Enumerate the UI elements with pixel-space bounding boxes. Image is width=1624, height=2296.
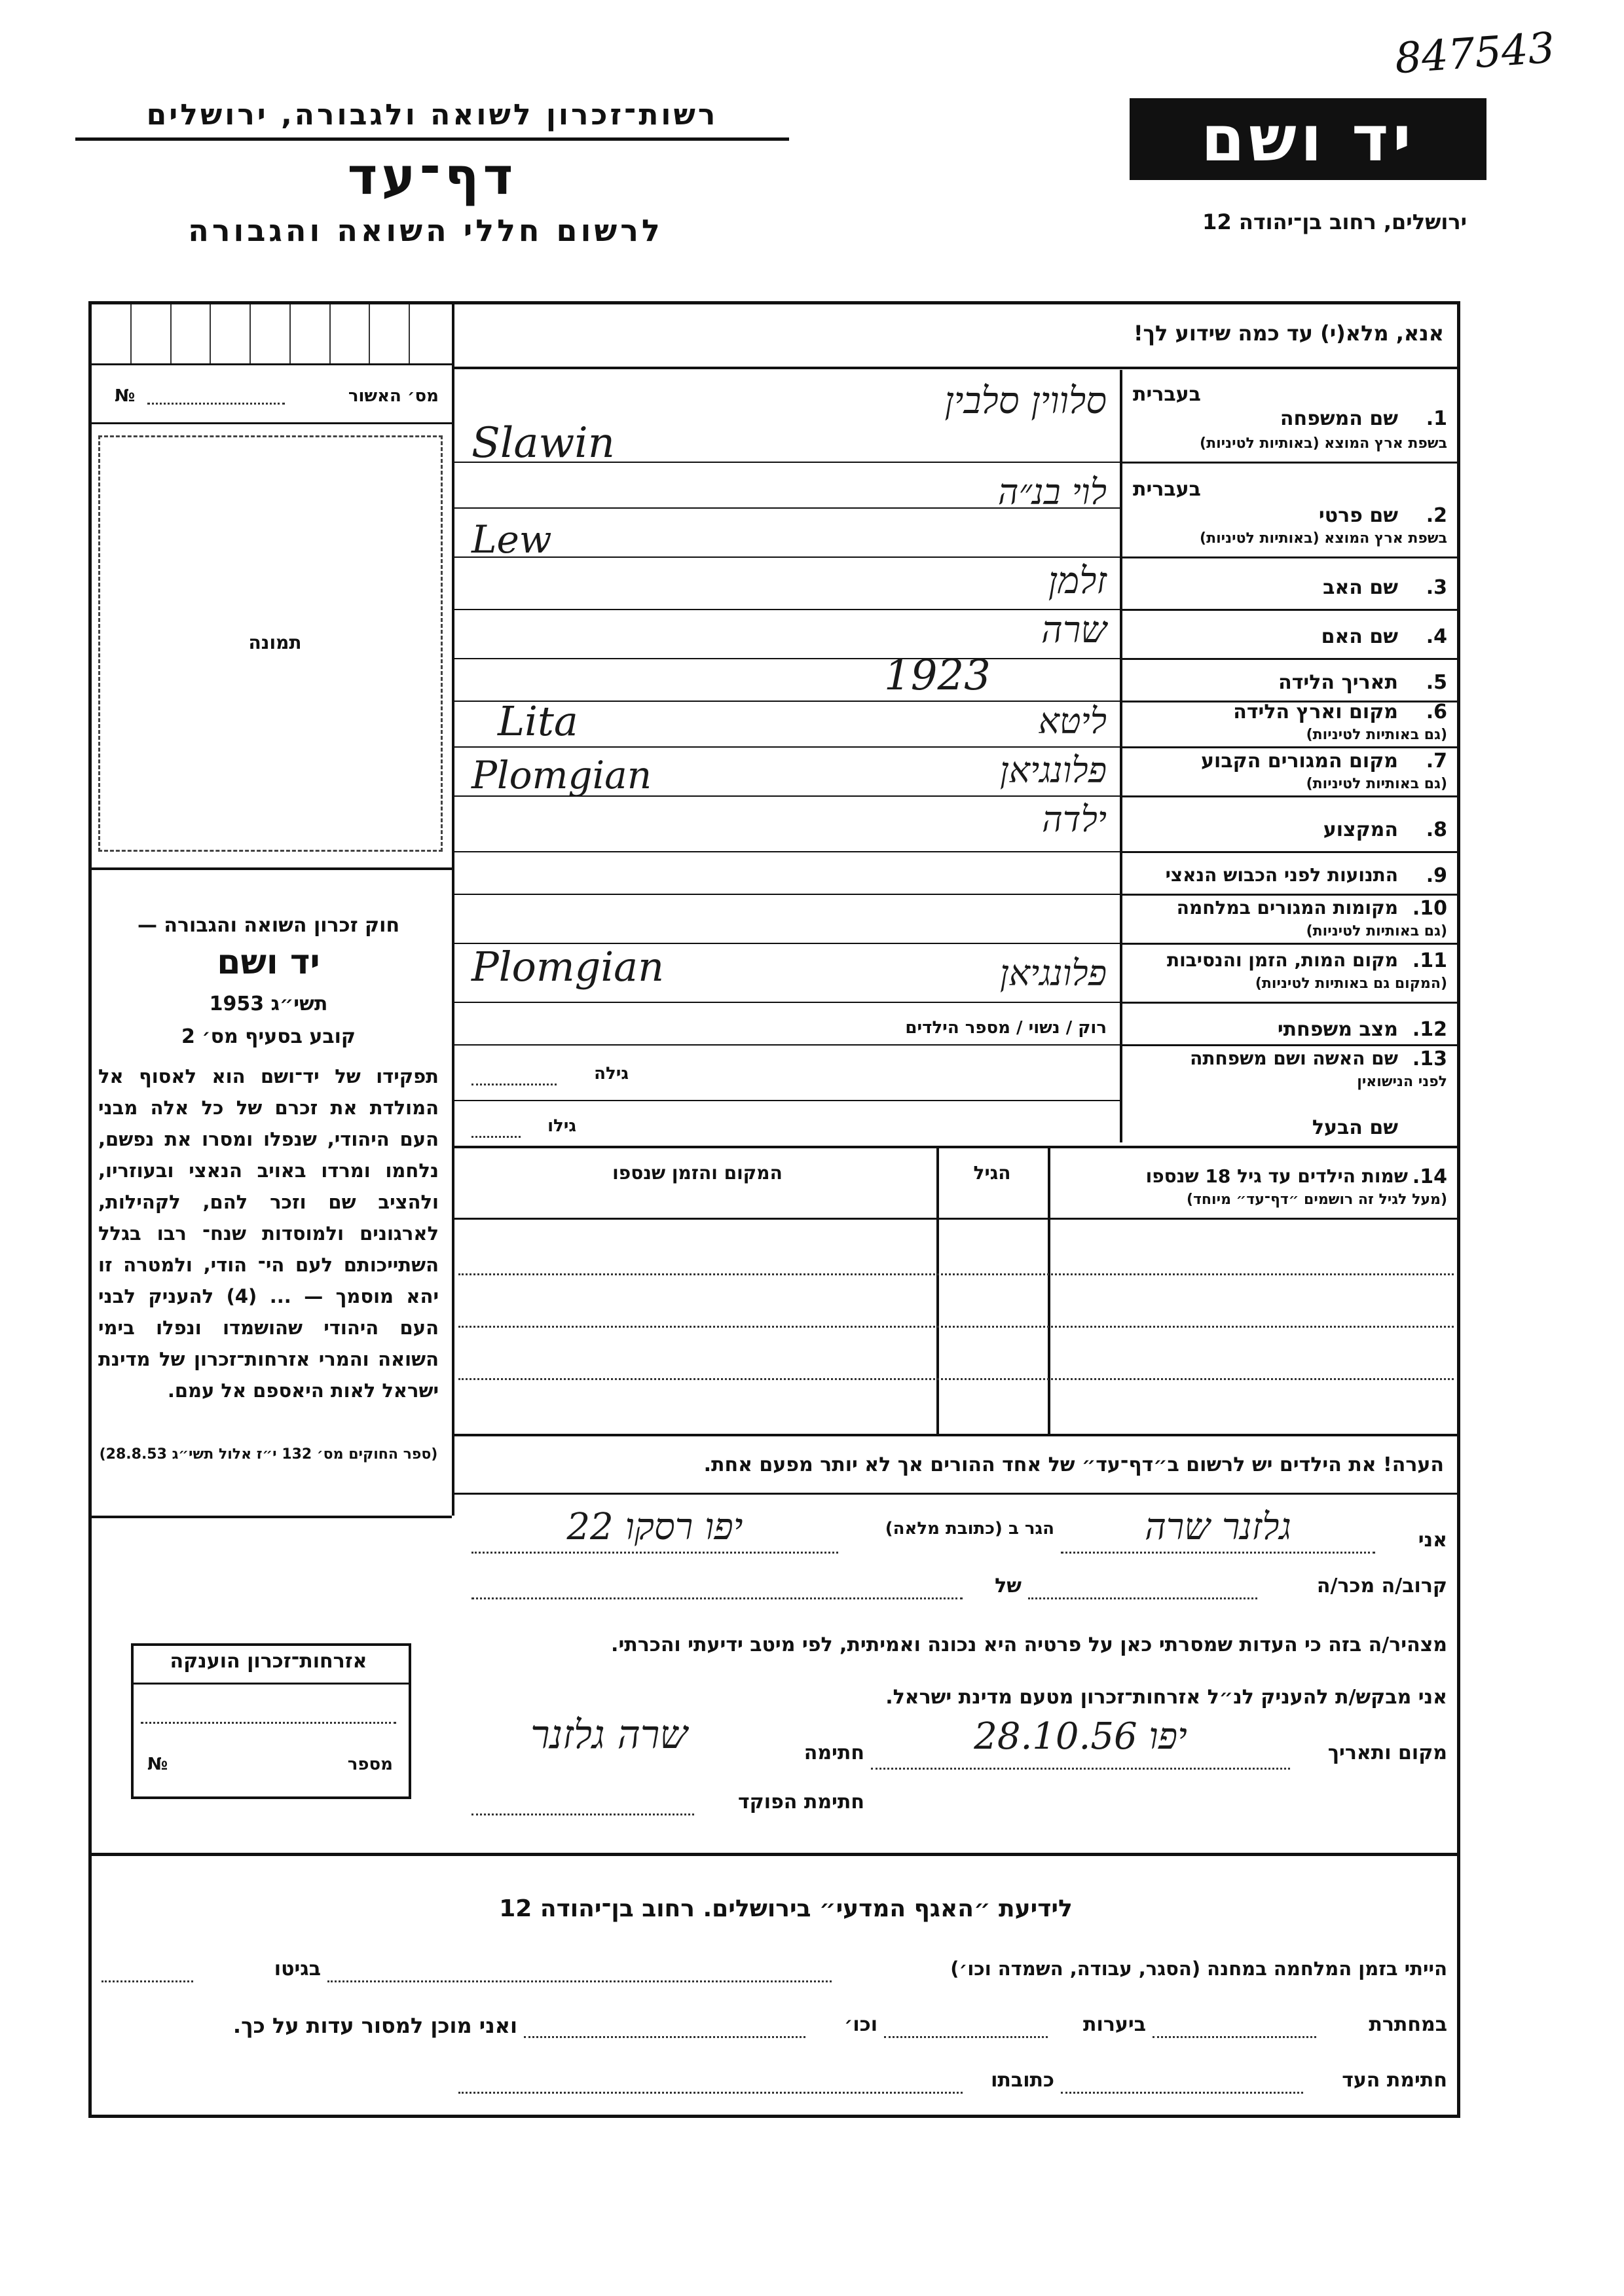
row-6-line (1120, 746, 1460, 748)
children-col-divider-1 (1048, 1146, 1050, 1434)
footer-witness-sign-field[interactable] (1061, 2092, 1303, 2094)
wife-age-field[interactable] (471, 1084, 557, 1085)
in-hebrew-label-1: בעברית (1133, 383, 1201, 406)
value-line-13 (454, 1044, 1120, 1046)
note-underline (452, 1493, 1460, 1495)
field-4-num: 4. (1426, 625, 1447, 648)
instruction-text: אנא, מלא(י) עד כמה שידוע לך! (1133, 321, 1444, 346)
place-date-field[interactable] (871, 1768, 1290, 1770)
witness-name-value[interactable]: גלזנר שרה (1145, 1506, 1291, 1548)
field-9-num: 9. (1426, 864, 1447, 887)
witness-address-field[interactable] (471, 1552, 838, 1554)
surname-hebrew-value[interactable]: סלווין סלבין (944, 380, 1107, 422)
law-section: קובע בסעיף מס׳ 2 (181, 1025, 356, 1048)
left-column-divider (452, 304, 454, 1146)
witness-of-label: של (995, 1575, 1022, 1597)
law-name: יד ושם (217, 943, 320, 982)
field-8-label: המקצוע (1323, 818, 1398, 841)
field-13-num: 13. (1412, 1048, 1447, 1070)
firstname-hebrew-value[interactable]: לוי בנ״ה (997, 471, 1107, 513)
field-1-sub: בשפת ארץ המוצא (באותיות לטיניות) (1200, 435, 1447, 452)
children-header-line (452, 1218, 1460, 1220)
row-7-line (1120, 795, 1460, 797)
stamp-number: 847543 (1393, 24, 1557, 84)
row-9-line (1120, 894, 1460, 896)
officer-signature-label: חתימת הפוקד (738, 1791, 864, 1813)
father-name-value[interactable]: זלמן (1048, 560, 1107, 602)
footer-line1-b: בגיטו (274, 1958, 321, 1980)
residence-hebrew-value[interactable]: פלונגיאן (999, 750, 1107, 791)
sidebar-bottom-line (92, 1516, 452, 1518)
signature-label: חתימה (803, 1741, 864, 1764)
field-12-num: 12. (1412, 1018, 1447, 1041)
field-7-num: 7. (1426, 750, 1447, 773)
approval-field[interactable] (147, 403, 285, 405)
footer-underground-field[interactable] (1153, 2036, 1316, 2038)
field-1-label: שם המשפחה (1280, 407, 1398, 430)
footer-ghetto-field[interactable] (101, 1980, 193, 1982)
witness-name-field[interactable] (1061, 1552, 1375, 1554)
field-1-num: 1. (1426, 407, 1447, 430)
place-date-label: מקום ותאריך (1327, 1741, 1447, 1764)
witness-i-label: אני (1418, 1529, 1447, 1552)
row-2-line (1120, 556, 1460, 558)
value-line-3 (454, 556, 1120, 558)
mother-name-value[interactable]: שרה (1041, 609, 1107, 651)
law-text: תפקידו של יד־ושם הוא לאסוף אל המולדת את זכרם של כל אלה מבני העם היהודי, שנפלו ומסרו את נפשם, נלחמו ומרדו באויב הנאצי ובעוזריו, ולהציב שם וזכר להם, לקהילות, לארגונים ולמוסדות שנח־ רבו בגלל השתייכותם לעם הי־ הודי, ולמטרה זו יהא מוסמך — ... (4) להעניק לבני העם היהודי שהושמדו ונפלו בימי השואה והמרי אזרחות־זכרון של מדינת ישראל לאות היאספם אל עמם. (98, 1065, 439, 1402)
death-place-latin-value[interactable]: Plomgian (471, 943, 665, 991)
field-12-label: מצב משפחתי (1277, 1018, 1398, 1041)
field-6-label: מקום וארץ הלידה (1233, 701, 1398, 723)
marital-status-options[interactable]: רוק / נשוי / מספר הילדים (905, 1018, 1107, 1038)
witness-relative-label: קרוב/ה מכר/ה (1316, 1575, 1447, 1597)
row-11-line (1120, 1002, 1460, 1004)
husband-age-field[interactable] (471, 1136, 521, 1138)
footer-line2-a: במחתרת (1369, 2013, 1447, 2036)
approval-label: מס׳ האשור (348, 386, 439, 406)
field-7-sub: (גם באותיות לטיניות) (1306, 776, 1447, 792)
footer-camp-field[interactable] (327, 1980, 832, 1982)
value-line-7 (454, 746, 1120, 748)
field-5-label: תאריך הלידה (1278, 671, 1398, 694)
row-10-line (1120, 943, 1460, 945)
field-2-label: שם פרטי (1318, 504, 1398, 527)
field-11-sub: (המקום גם באותיות לטיניות) (1255, 975, 1447, 992)
approval-underline (92, 422, 452, 424)
children-place-header: המקום והזמן שנספו (612, 1162, 783, 1184)
field-6-sub: (גם באותיות לטיניות) (1306, 727, 1447, 743)
footer-line1-a: הייתי בזמן המלחמה במחנה (הסגר, עבודה, השמדה וכו׳) (950, 1958, 1447, 1980)
footer-etc-field[interactable] (524, 2036, 805, 2038)
approval-no-sign: № (115, 386, 136, 406)
row-4-line (1120, 658, 1460, 660)
surname-latin-value[interactable]: Slawin (471, 419, 615, 467)
field-2-num: 2. (1426, 504, 1447, 527)
children-row-2[interactable] (458, 1326, 1454, 1328)
children-sub: (מעל לגיל זה רושמים ״דף־עד״ מיוחד) (1186, 1192, 1447, 1208)
footer-line3-b: כתובתו (991, 2069, 1054, 2092)
children-row-3[interactable] (458, 1378, 1454, 1380)
children-label: שמות הילדים עד גיל 18 שנספו (1145, 1165, 1408, 1187)
footer-forests-field[interactable] (884, 2036, 1048, 2038)
address-line: ירושלים, רחוב בן־יהודה 12 (1202, 210, 1467, 234)
value-line-10 (454, 894, 1120, 895)
residence-latin-value[interactable]: Plomgian (471, 753, 652, 797)
witness-address-value[interactable]: יפו רסקו 22 (566, 1506, 743, 1548)
field-10-sub: (גם באותיות לטיניות) (1306, 923, 1447, 939)
footer-top-line (92, 1853, 1460, 1856)
footer-address-field[interactable] (458, 2092, 963, 2094)
wife-age-label: גילה (594, 1064, 629, 1084)
label-column-divider (1120, 370, 1122, 1142)
law-title: חוק זכרון השואה והגבורה — (137, 914, 400, 937)
children-num: 14. (1412, 1165, 1447, 1188)
value-line-9 (454, 851, 1120, 852)
children-age-header: הגיל (973, 1162, 1011, 1184)
law-year: תשי״ג 1953 (209, 993, 328, 1015)
authority-line: רשות־זכרון לשואה ולגבורה, ירושלים (146, 98, 718, 132)
field-9-label: התנועות לפני הכבוש הנאצי (1165, 864, 1398, 886)
in-hebrew-label-2: בעברית (1133, 478, 1201, 501)
field-3-label: שם האב (1323, 576, 1398, 599)
field-3-num: 3. (1426, 576, 1447, 599)
law-source: (ספר החוקים מס׳ 132 י״ז אלול תשי״ג 28.8.53) (99, 1446, 438, 1463)
row-3-line (1120, 609, 1460, 611)
field-2-sub: בשפת ארץ המוצא (באותיות לטיניות) (1200, 530, 1447, 547)
birthplace-hebrew-value[interactable]: ליטא (1038, 701, 1107, 742)
yad-vashem-logo: יד ושם (1130, 98, 1486, 180)
children-row-1[interactable] (458, 1273, 1454, 1275)
birth-date-value[interactable]: 1923 (884, 651, 991, 700)
field-4-label: שם האם (1321, 625, 1398, 648)
place-date-value[interactable]: יפו 28.10.56 (974, 1715, 1187, 1758)
footer-line3-a: חתימת העד (1342, 2069, 1447, 2092)
row-1-line (1120, 462, 1460, 464)
memorial-no-label: מספר (347, 1755, 393, 1774)
field-11-label: מקום המות, הזמן והנסיבות (1166, 949, 1398, 971)
witness-request: אני מבקש/ת להעניק לנ״ל אזרחות־זכרון מטעם מדינת ישראל. (885, 1686, 1447, 1709)
profession-value[interactable]: ילדה (1042, 799, 1107, 840)
footer-line2-b: ביערות (1083, 2013, 1146, 2036)
birthplace-latin-value[interactable]: Lita (498, 697, 578, 745)
counting-boxes-bottom (92, 363, 452, 365)
firstname-latin-value[interactable]: Lew (471, 517, 552, 562)
witness-resides-label: הגר ב (כתובת מלאה) (885, 1519, 1054, 1539)
footer-line2-d: ואני מוכן למסור עדות על כך. (232, 2013, 517, 2038)
page-subtitle: לרשום חללי השואה והגבורה (188, 213, 663, 248)
sidebar-right-line (452, 1146, 454, 1516)
note-text: הערה! את הילדים יש לרשום ב״דף־עד״ של אחד ההורים אך לא יותר מפעם אחת. (703, 1453, 1444, 1476)
field-13-sub: לפני הנישואין (1357, 1074, 1447, 1090)
witness-relative-field[interactable] (1028, 1597, 1257, 1599)
field-5-num: 5. (1426, 671, 1447, 694)
field-11-num: 11. (1412, 949, 1447, 972)
value-line-14 (454, 1100, 1120, 1101)
husband-age-label: גילו (547, 1116, 576, 1136)
field-8-num: 8. (1426, 818, 1447, 841)
children-bottom-line (452, 1434, 1460, 1436)
field-6-num: 6. (1426, 701, 1447, 723)
field-13-label: שם האשה ושם משפחתה (1190, 1048, 1398, 1069)
field-10-label: מקומות המגורים במלחמה (1176, 897, 1398, 919)
memorial-title: אזרחות־זכרון הוענקה (170, 1650, 367, 1673)
field-7-label: מקום המגורים הקבוע (1201, 750, 1398, 773)
children-col-divider-2 (936, 1146, 939, 1434)
memorial-no-sign: № (147, 1755, 168, 1774)
witness-declaration: מצהיר/ה בזה כי העדות שמסרתי כאן על פרטיה היא נכונה ואמיתית, לפי מיטב ידיעתי והכרתי. (611, 1633, 1447, 1656)
footer-line2-c: וכו׳ (844, 2013, 877, 2036)
sidebar-top-line (92, 867, 452, 870)
row-8-line (1120, 851, 1460, 853)
photo-label: תמונה (248, 632, 302, 653)
page-title: דף־עד (347, 147, 517, 206)
row-14-line (452, 1146, 1460, 1148)
field-10-num: 10. (1412, 897, 1447, 920)
authority-underline (75, 137, 789, 141)
witness-of-field[interactable] (471, 1597, 963, 1599)
footer-title: לידיעת ״האגף המדעי״ בירושלים. רחוב בן־יהודה 12 (499, 1895, 1073, 1922)
officer-signature-field[interactable] (471, 1813, 694, 1815)
husband-label: שם הבעל (1312, 1116, 1398, 1139)
counting-boxes (92, 304, 449, 363)
memorial-line-1[interactable] (141, 1722, 396, 1724)
row-12-line (1120, 1044, 1460, 1046)
death-place-hebrew-value[interactable]: פלונגיאן (999, 953, 1107, 994)
memorial-title-line (131, 1683, 409, 1685)
value-line-5 (454, 658, 1120, 659)
value-line-12 (454, 1002, 1120, 1003)
instruction-underline (452, 367, 1460, 369)
signature-value[interactable]: שרה גלזנר (530, 1712, 688, 1758)
